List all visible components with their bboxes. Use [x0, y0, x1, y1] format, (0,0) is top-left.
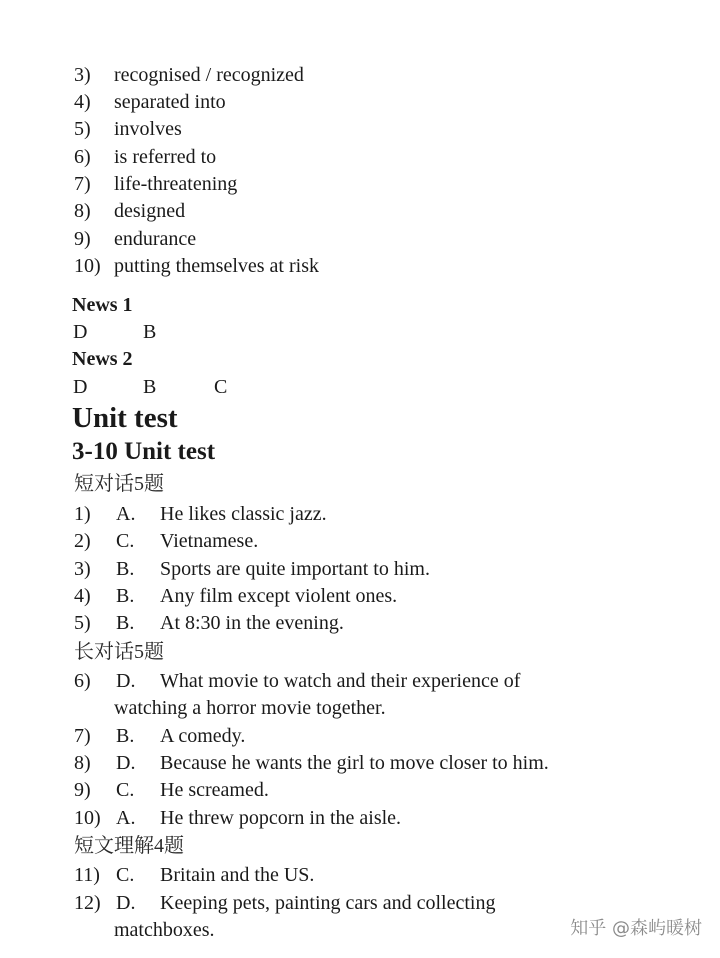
item-number: 5) [74, 612, 91, 634]
item-text: Britain and the US. [160, 864, 315, 886]
item-text: Vietnamese. [160, 530, 259, 552]
news2-answer: D [73, 376, 88, 398]
item-text: He likes classic jazz. [160, 503, 327, 525]
item-number: 8) [74, 752, 91, 774]
item-letter: A. [116, 807, 136, 829]
item-letter: D. [116, 892, 136, 914]
news2-answer: C [214, 376, 228, 398]
item-letter: C. [116, 530, 135, 552]
item-number: 7) [74, 173, 91, 195]
section-heading: 长对话5题 [74, 641, 164, 663]
item-letter: B. [116, 725, 135, 747]
item-text: putting themselves at risk [114, 255, 319, 277]
item-number: 1) [74, 503, 91, 525]
item-number: 5) [74, 118, 91, 140]
news1-answer: B [143, 321, 157, 343]
item-number: 11) [74, 864, 100, 886]
item-text: Any film except violent ones. [160, 585, 398, 607]
item-number: 9) [74, 779, 91, 801]
item-letter: B. [116, 558, 135, 580]
item-text: He screamed. [160, 779, 269, 801]
item-text: recognised / recognized [114, 64, 304, 86]
news2-heading: News 2 [72, 348, 133, 370]
item-text: He threw popcorn in the aisle. [160, 807, 402, 829]
news1-heading: News 1 [72, 294, 133, 316]
item-number: 6) [74, 146, 91, 168]
item-text: A comedy. [160, 725, 246, 747]
item-text: Keeping pets, painting cars and collecting [160, 892, 496, 914]
item-number: 2) [74, 530, 91, 552]
unit-test-subtitle: 3-10 Unit test [72, 438, 216, 465]
item-text: Because he wants the girl to move closer to him. [160, 752, 549, 774]
zhihu-watermark: 知乎 @森屿暖树 [570, 918, 702, 939]
item-letter: B. [116, 612, 135, 634]
item-text: matchboxes. [114, 919, 215, 941]
item-number: 4) [74, 91, 91, 113]
item-text: What movie to watch and their experience of [160, 670, 521, 692]
unit-test-title: Unit test [72, 402, 178, 434]
news1-answer: D [73, 321, 88, 343]
item-text: designed [114, 200, 186, 222]
section-heading: 短对话5题 [74, 473, 164, 495]
item-text: life-threatening [114, 173, 238, 195]
item-letter: C. [116, 864, 135, 886]
item-number: 3) [74, 558, 91, 580]
item-letter: D. [116, 670, 136, 692]
item-number: 9) [74, 228, 91, 250]
item-text: watching a horror movie together. [114, 697, 386, 719]
item-number: 10) [74, 255, 101, 277]
item-letter: C. [116, 779, 135, 801]
item-number: 6) [74, 670, 91, 692]
item-text: endurance [114, 228, 197, 250]
news2-answer: B [143, 376, 157, 398]
item-number: 12) [74, 892, 101, 914]
item-number: 3) [74, 64, 91, 86]
item-number: 4) [74, 585, 91, 607]
item-text: separated into [114, 91, 226, 113]
item-text: At 8:30 in the evening. [160, 612, 344, 634]
item-text: Sports are quite important to him. [160, 558, 430, 580]
section-heading: 短文理解4题 [74, 835, 184, 857]
item-number: 8) [74, 200, 91, 222]
item-letter: D. [116, 752, 136, 774]
item-letter: A. [116, 503, 136, 525]
item-number: 7) [74, 725, 91, 747]
item-text: involves [114, 118, 182, 140]
item-letter: B. [116, 585, 135, 607]
item-text: is referred to [114, 146, 217, 168]
item-number: 10) [74, 807, 101, 829]
